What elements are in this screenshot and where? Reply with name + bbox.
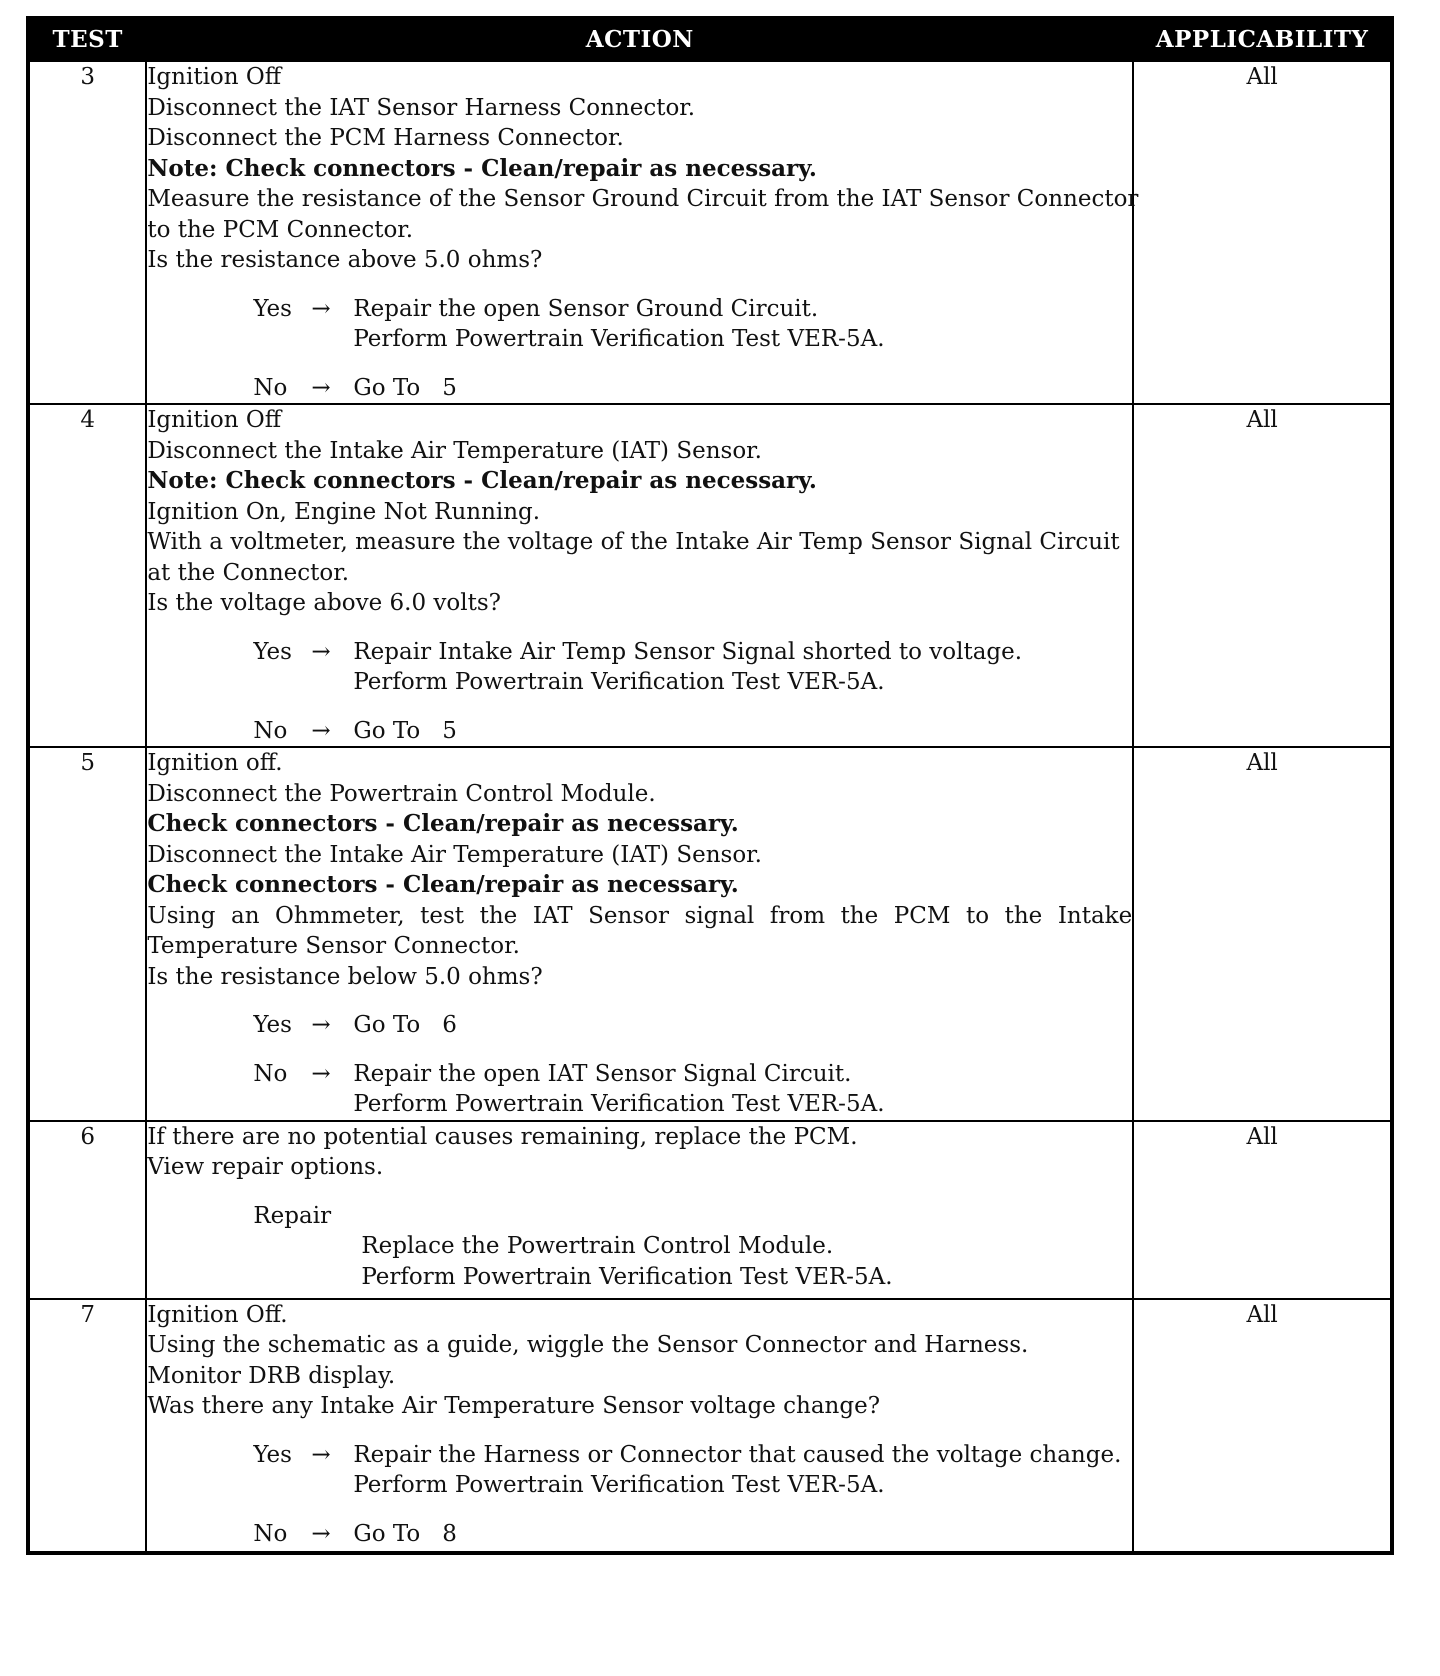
applicability-value: All bbox=[1133, 1299, 1392, 1553]
result-label: Yes bbox=[253, 638, 292, 665]
no-result bbox=[253, 1519, 1132, 1550]
header-test: TEST bbox=[28, 18, 146, 61]
action-line: Was there any Intake Air Temperature Sensor voltage change? bbox=[147, 1393, 881, 1419]
test-number: 6 bbox=[28, 1121, 146, 1299]
action-line: Disconnect the Powertrain Control Module. bbox=[147, 780, 656, 807]
action-cell bbox=[146, 1121, 1133, 1299]
yes-result bbox=[253, 637, 1132, 698]
action-line: Ignition Off bbox=[147, 407, 282, 433]
result-line: Repair Intake Air Temp Sensor Signal shorted to voltage. bbox=[353, 638, 1023, 665]
test-number: 4 bbox=[28, 404, 146, 747]
action-line: Note: Check connectors - Clean/repair as necessary. bbox=[147, 154, 817, 182]
table-row bbox=[28, 61, 1392, 404]
applicability-value: All bbox=[1133, 747, 1392, 1121]
action-line: Disconnect the IAT Sensor Harness Connector. bbox=[147, 94, 696, 121]
action-line: Ignition Off. bbox=[147, 1301, 288, 1328]
action-line: Ignition off. bbox=[147, 750, 283, 776]
action-line: Ignition Off bbox=[147, 64, 282, 90]
result-label: No bbox=[253, 1520, 288, 1547]
action-cell bbox=[146, 404, 1133, 747]
result-line: Repair the Harness or Connector that caused the voltage change. bbox=[353, 1441, 1122, 1468]
result-line: Perform Powertrain Verification Test VER-5A. bbox=[353, 1091, 885, 1117]
goto-target: 5 bbox=[442, 717, 457, 744]
action-line: Measure the resistance of the Sensor Ground Circuit from the IAT Sensor Connector bbox=[147, 186, 1139, 212]
result-line: Perform Powertrain Verification Test VER-5A. bbox=[353, 669, 885, 695]
result-line: Repair the open IAT Sensor Signal Circuit. bbox=[353, 1060, 852, 1087]
no-result bbox=[253, 373, 1132, 404]
result-text bbox=[353, 373, 1132, 404]
goto-text: Go To bbox=[353, 374, 421, 401]
action-line: at the Connector. bbox=[147, 559, 350, 586]
table-row bbox=[28, 404, 1392, 747]
goto-text: Go To bbox=[353, 1520, 421, 1547]
action-line: View repair options. bbox=[147, 1154, 384, 1180]
goto-text: Go To bbox=[353, 1012, 421, 1038]
result-label: Yes bbox=[253, 1441, 292, 1468]
arrow-icon: → bbox=[311, 638, 331, 665]
result-text bbox=[353, 1519, 1132, 1550]
no-result bbox=[253, 716, 1132, 747]
result-label: No bbox=[253, 717, 288, 744]
action-line: With a voltmeter, measure the voltage of the Intake Air Temp Sensor Signal Circuit bbox=[147, 529, 1120, 555]
repair-label: Repair bbox=[253, 1202, 332, 1229]
action-line: Disconnect the Intake Air Temperature (IAT) Sensor. bbox=[147, 841, 762, 868]
result-text bbox=[353, 1440, 1132, 1501]
table-header-row bbox=[28, 18, 1392, 61]
yes-result bbox=[253, 294, 1132, 355]
action-line: If there are no potential causes remaining, replace the PCM. bbox=[147, 1123, 858, 1150]
result-text bbox=[353, 716, 1132, 747]
goto-target: 8 bbox=[442, 1520, 457, 1547]
result-text bbox=[353, 1010, 1132, 1041]
action-line: Is the resistance below 5.0 ohms? bbox=[147, 963, 543, 990]
arrow-icon: → bbox=[311, 717, 331, 744]
applicability-value: All bbox=[1133, 1121, 1392, 1299]
arrow-icon: → bbox=[311, 1441, 331, 1468]
action-cell bbox=[146, 747, 1133, 1121]
repair-line: Perform Powertrain Verification Test VER-5A. bbox=[361, 1263, 893, 1290]
arrow-icon: → bbox=[311, 1012, 331, 1038]
table-row bbox=[28, 747, 1392, 1121]
action-line: Ignition On, Engine Not Running. bbox=[147, 498, 541, 525]
result-label: Yes bbox=[253, 1012, 292, 1038]
diagnostic-test-table bbox=[26, 16, 1394, 1555]
action-line: Is the voltage above 6.0 volts? bbox=[147, 590, 501, 616]
action-line: Monitor DRB display. bbox=[147, 1362, 396, 1389]
result-line: Perform Powertrain Verification Test VER-5A. bbox=[353, 326, 885, 352]
arrow-icon: → bbox=[311, 1520, 331, 1547]
action-line: Using an Ohmmeter, test the IAT Sensor signal from the PCM to the Intake Temperature Sensor Connector. bbox=[147, 902, 1133, 959]
action-line: Check connectors - Clean/repair as necessary. bbox=[147, 871, 739, 898]
result-text bbox=[353, 637, 1132, 698]
result-text bbox=[353, 294, 1132, 355]
goto-text: Go To bbox=[353, 717, 421, 744]
action-line: Note: Check connectors - Clean/repair as necessary. bbox=[147, 467, 817, 494]
result-label: Yes bbox=[253, 295, 292, 322]
table-body bbox=[28, 61, 1392, 1553]
action-line: to the PCM Connector. bbox=[147, 216, 414, 243]
repair-line: Replace the Powertrain Control Module. bbox=[361, 1233, 834, 1259]
action-line: Disconnect the Intake Air Temperature (IAT) Sensor. bbox=[147, 437, 762, 464]
result-line: Repair the open Sensor Ground Circuit. bbox=[353, 295, 819, 322]
test-number: 5 bbox=[28, 747, 146, 1121]
header-action: ACTION bbox=[146, 18, 1133, 61]
result-label: No bbox=[253, 1060, 288, 1087]
header-applicability: APPLICABILITY bbox=[1133, 18, 1392, 61]
action-cell bbox=[146, 1299, 1133, 1553]
action-cell bbox=[146, 61, 1139, 404]
repair-options bbox=[253, 1201, 1132, 1293]
table-row bbox=[28, 1299, 1392, 1553]
table-row bbox=[28, 1121, 1392, 1299]
result-text bbox=[353, 1059, 1132, 1120]
arrow-icon: → bbox=[311, 295, 331, 322]
arrow-icon: → bbox=[311, 374, 331, 401]
applicability-value: All bbox=[1133, 61, 1392, 404]
no-result bbox=[253, 1059, 1132, 1120]
action-line: Using the schematic as a guide, wiggle the Sensor Connector and Harness. bbox=[147, 1332, 1029, 1358]
goto-target: 5 bbox=[442, 374, 457, 401]
result-label: No bbox=[253, 374, 288, 401]
action-line: Is the resistance above 5.0 ohms? bbox=[147, 247, 543, 273]
action-line: Check connectors - Clean/repair as necessary. bbox=[147, 810, 739, 837]
action-line: Disconnect the PCM Harness Connector. bbox=[147, 125, 624, 151]
test-number: 3 bbox=[28, 61, 146, 404]
yes-result bbox=[253, 1440, 1132, 1501]
result-line: Perform Powertrain Verification Test VER-5A. bbox=[353, 1472, 885, 1498]
test-number: 7 bbox=[28, 1299, 146, 1553]
arrow-icon: → bbox=[311, 1060, 331, 1087]
goto-target: 6 bbox=[442, 1012, 457, 1038]
applicability-value: All bbox=[1133, 404, 1392, 747]
yes-result bbox=[253, 1010, 1132, 1041]
repair-lines bbox=[361, 1231, 1132, 1292]
